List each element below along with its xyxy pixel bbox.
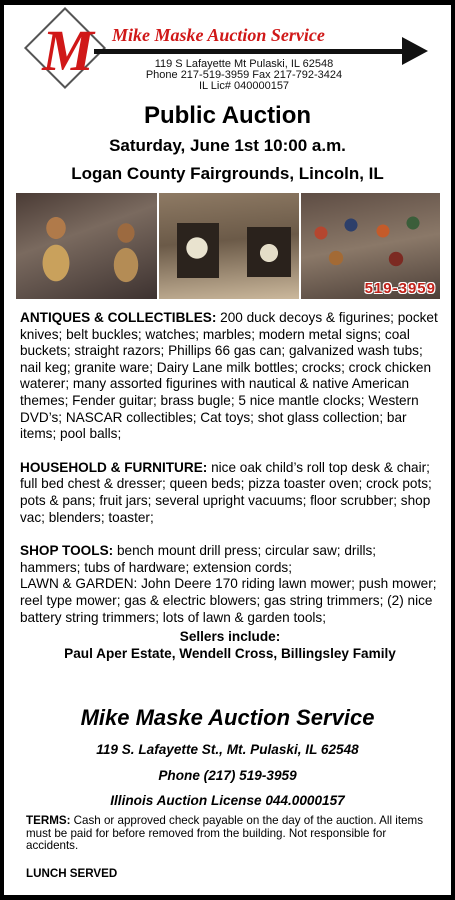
photo-phone-caption: 519-3959: [364, 280, 436, 297]
footer-phone: Phone (217) 519-3959: [158, 768, 297, 783]
section-lawn-garden: LAWN & GARDEN: John Deere 170 riding lawn mower; push mower; reel type mower; gas & electric blowers; gas string trimmers; (2) nice battery string trimmers; lots of lawn & garden tools;: [20, 576, 437, 625]
sellers-names: Paul Aper Estate, Wendell Cross, Billingsley Family: [64, 645, 396, 661]
sellers-label: Sellers include:: [179, 629, 281, 645]
section-text: bench mount drill press; circular saw; drills; hammers; tubs of hardware; extension cords;: [20, 543, 377, 575]
footer-company: Mike Maske Auction Service: [80, 705, 375, 730]
header-license: IL Lic# 040000157: [198, 80, 290, 92]
footer-license: Illinois Auction License 044.0000157: [110, 793, 345, 808]
item-listing: [20, 310, 440, 662]
company-name: Mike Maske Auction Service: [112, 25, 325, 45]
header-logo: [4, 5, 451, 105]
section-heading: ANTIQUES & COLLECTIBLES:: [20, 310, 217, 325]
section-text: nice oak child’s roll top desk & chair; full bed chest & dresser; queen beds; pizza toaster oven; crock pots; pots & pans; fruit jars; several upright vacuums; floor scrubber; shop vac; blenders; toaster;: [20, 459, 432, 525]
auction-venue: Logan County Fairgrounds, Lincoln, IL: [71, 164, 384, 183]
sellers-block: [20, 629, 440, 662]
section-household: [20, 460, 440, 526]
arrow-right-icon: [402, 37, 428, 65]
terms-block: [26, 815, 438, 853]
photo-figurines: [16, 193, 157, 299]
section-heading: SHOP TOOLS:: [20, 543, 114, 559]
photo-mantle-clocks: [159, 193, 299, 299]
terms-label: TERMS:: [26, 814, 71, 827]
section-shop-tools: [20, 543, 440, 576]
logo-letter: M: [42, 18, 94, 83]
terms-text: Cash or approved check payable on the day of the auction. All items must be paid for before removed from the building. Not responsible for accidents.: [26, 814, 423, 853]
section-antiques: [20, 310, 440, 443]
photo-collectibles: [301, 193, 440, 299]
page-title: Public Auction: [143, 102, 312, 129]
auction-flyer: [4, 5, 451, 895]
header-address: 119 S Lafayette Mt Pulaski, IL 62548: [154, 58, 334, 70]
section-text: 200 duck decoys & figurines; pocket knives; belt buckles; watches; marbles; modern metal signs; coal buckets; straight razors; Phillips 66 gas can; galvanized wash tubs; nail keg; granite ware; Dairy Lane milk bottles; crocks; crock chicken waterer; many assorted figurines with nautical & native American themes; Fender guitar; brass bugle; 5 nice mantle clocks; Western DVD’s; NASCAR collectibles; Cat toys; shot glass collection; bar items; pool balls;: [20, 310, 438, 442]
header-contact: [114, 59, 374, 92]
auction-date: Saturday, June 1st 10:00 a.m.: [109, 136, 346, 155]
footer-address: 119 S. Lafayette St., Mt. Pulaski, IL 62548: [96, 742, 359, 757]
logo-arrow-line: [94, 49, 404, 54]
header-phone-fax: Phone 217-519-3959 Fax 217-792-3424: [145, 69, 343, 81]
lunch-notice: LUNCH SERVED: [26, 867, 118, 880]
section-heading: HOUSEHOLD & FURNITURE:: [20, 459, 208, 475]
